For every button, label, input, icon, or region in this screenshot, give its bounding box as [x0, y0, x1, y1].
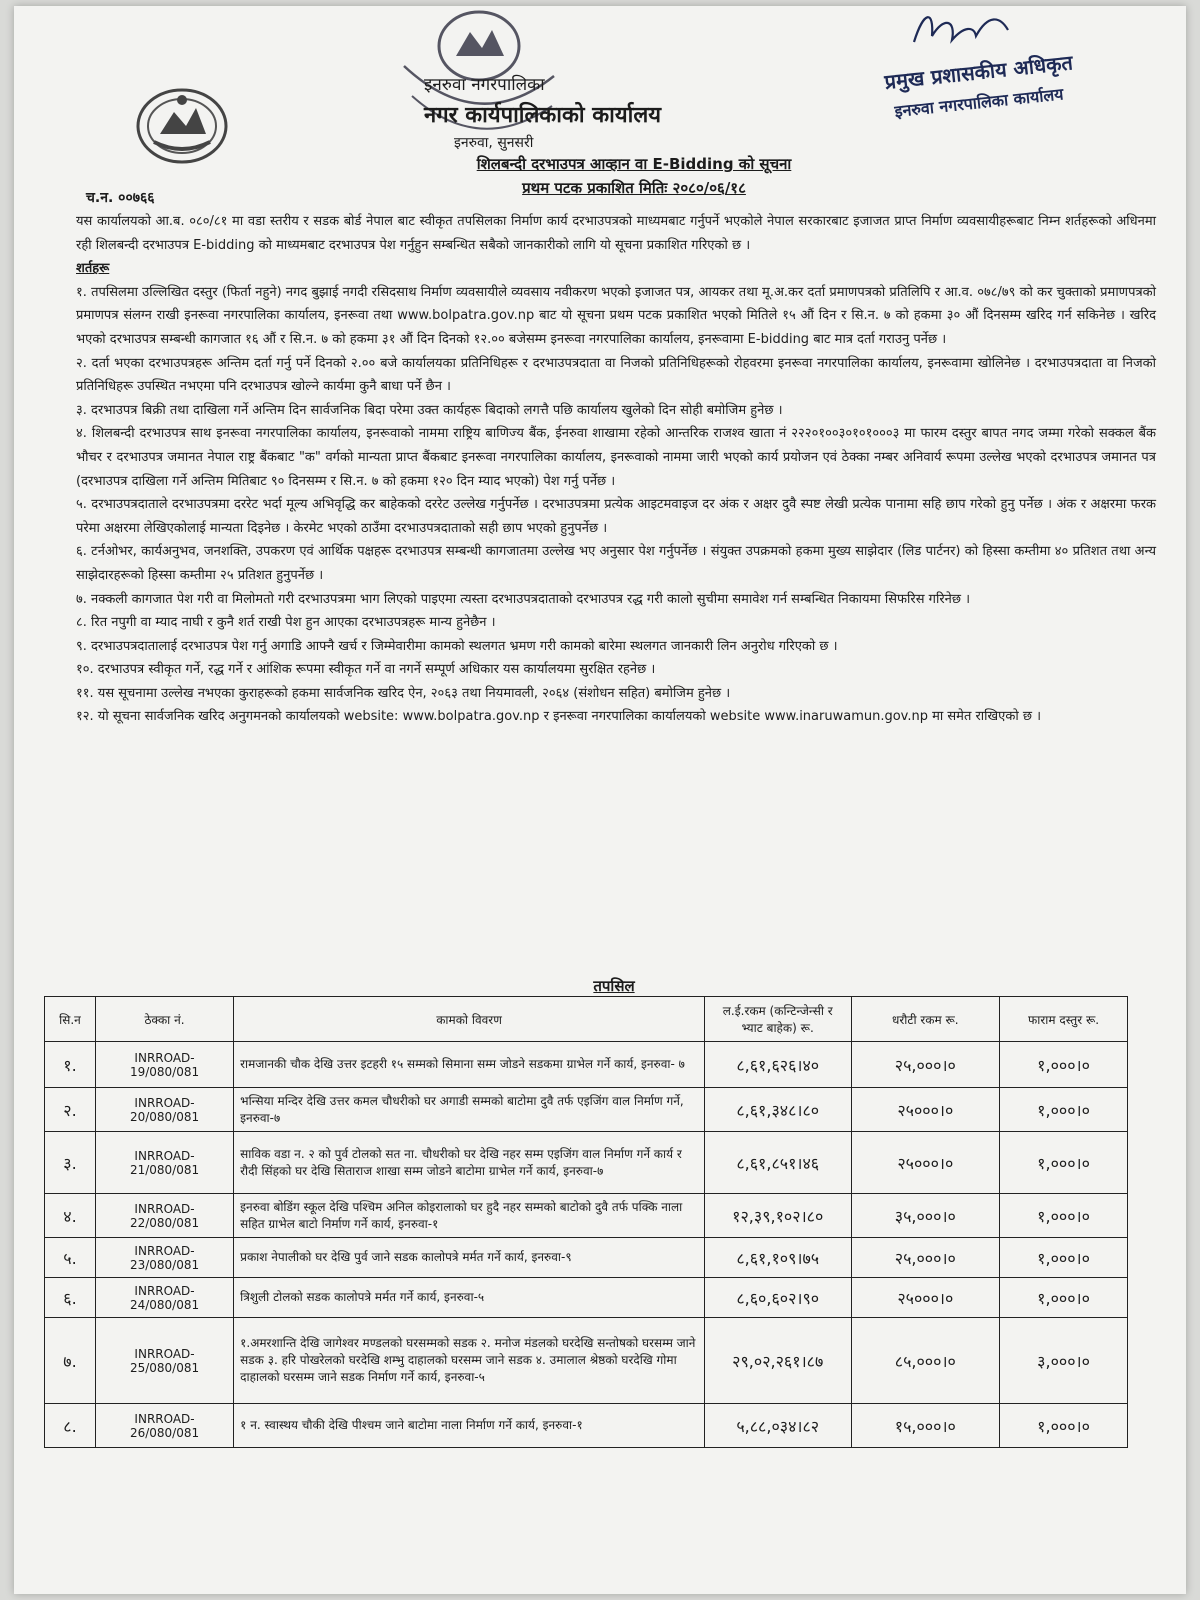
condition-5: ५. दरभाउपत्रदाताले दरभाउपत्रमा दररेट भर्दा मूल्य अभिवृद्धि कर बाहेकको दररेट उल्लेख गर्नुपर्नेछ । दरभाउपत्रमा प्रत्येक आइटमवाइज दर अंक र अक्षर दुवै स्पष्ट लेखी प्रत्येक पानामा सहि छाप गरेको हुनु पर्नेछ । अंक र अक्षरमा फरक परेमा अक्षरमा लेखिएकोलाई मान्यता दिइनेछ । केरमेट भएको ठाउँमा दरभाउपत्रदाताको सही छाप भएको हुनुपर्नेछ ।: [76, 497, 1156, 536]
cell-code: INRROAD-24/080/081: [95, 1278, 233, 1318]
cell-deposit: १५,०००।०: [851, 1404, 1000, 1448]
cell-deposit: २५०००।०: [851, 1088, 1000, 1132]
cell-fee: १,०००।०: [1000, 1042, 1128, 1088]
cell-sn: ३.: [45, 1132, 96, 1194]
cell-desc: १ न. स्वास्थय चौकी देखि पीश्चम जाने बाटोमा नाला निर्माण गर्ने कार्य, इनरुवा-१: [234, 1404, 705, 1448]
cell-estimate: ८,६१,१०९।७५: [704, 1238, 851, 1278]
cell-deposit: २५०००।०: [851, 1132, 1000, 1194]
table-title: तपसिल: [593, 977, 635, 995]
intro-paragraph: यस कार्यालयको आ.ब. ०८०/८१ मा वडा स्तरीय र सडक बोर्ड नेपाल बाट स्वीकृत तपसिलका निर्माण कार्य दरभाउपत्रको माध्यमबाट गर्नुपर्ने भएकोले नेपाल सरकारबाट इजाजत प्राप्त निर्माण व्यवसायीहरूबाट निम्न शर्तहरूको अधिनमा रही शिलबन्दी दरभाउपत्र E-bidding को माध्यमबाट दरभाउपत्र पेश गर्नुहुन सम्बन्धित सबैको जानकारीको लागि यो सूचना प्रकाशित गरिएको छ ।: [76, 214, 1156, 253]
cell-deposit: २५,०००।०: [851, 1238, 1000, 1278]
condition-6: ६. टर्नओभर, कार्यअनुभव, जनशक्ति, उपकरण एवं आर्थिक पक्षहरू दरभाउपत्र सम्बन्धी कागजातमा उल्लेख भए अनुसार पेश गर्नुपर्नेछ । संयुक्त उपक्रमको हकमा मुख्य साझेदार (लिड पार्टनर) को हिस्सा कम्तीमा ४० प्रतिशत तथा अन्य साझेदारहरूको हिस्सा कम्तीमा २५ प्रतिशत हुनुपर्नेछ ।: [76, 544, 1156, 583]
signature-stamp: [884, 6, 1114, 146]
cell-estimate: ८,६१,८५१।४६: [704, 1132, 851, 1194]
cell-code: INRROAD-23/080/081: [95, 1238, 233, 1278]
signatory-office: इनरुवा नगरपालिका कार्यालय: [893, 84, 1065, 121]
publish-date: प्रथम पटक प्रकाशित मितिः २०८०/०६/१८: [522, 179, 746, 197]
condition-4: ४. शिलबन्दी दरभाउपत्र साथ इनरूवा नगरपालिका कार्यालय, इनरूवाको नाममा राष्ट्रिय बाणिज्य बैंक, ईनरुवा शाखामा रहेको आन्तरिक राजश्व खाता नं २२२०१००३०१०१०००३ मा फारम दस्तुर बापत नगद जम्मा गरेको सक्कल बैंक भौचर र दरभाउपत्र जमानत नेपाल राष्ट्र बैंकबाट "क" वर्गको मान्यता प्राप्त बैंकबाट इनरूवा नगरपालिका कार्यालय, इनरूवाको नाममा जारी भएको कार्य प्रयोजन एवं ठेक्का नम्बर अनिवार्य रूपमा उल्लेख भएको दरभाउपत्र जमानत पत्र (दरभाउपत्र दाखिला गर्ने अन्तिम मितिबाट ९० दिनसम्म र सि.न. ७ को हकमा १२० दिन म्याद भएको) पेश गर्नु पर्नेछ ।: [76, 426, 1156, 489]
condition-12: १२. यो सूचना सार्वजनिक खरिद अनुगमनको कार्यालयको website: www.bolpatra.gov.np र इनरूवा नगरपालिका कार्यालयको website www.inaruwamun.gov.np मा समेत राखिएको छ ।: [76, 709, 1042, 725]
table-row: [45, 1404, 1128, 1448]
cell-code: INRROAD-21/080/081: [95, 1132, 233, 1194]
cell-fee: १,०००।०: [1000, 1132, 1128, 1194]
table-row: [45, 1278, 1128, 1318]
notice-body: [76, 210, 1156, 729]
col-header-fee: फाराम दस्तुर रू.: [1000, 997, 1128, 1042]
condition-2: २. दर्ता भएका दरभाउपत्रहरू अन्तिम दर्ता गर्नु पर्ने दिनको २.०० बजे कार्यालयका प्रतिनिधिहरू र दरभाउपत्रदाता वा निजको प्रतिनिधिहरूको रोहवरमा इनरूवा नगरपालिका कार्यालय, इनरूवामा खोलिनेछ । दरभाउपत्रदाता वा निजको प्रतिनिधिहरू उपस्थित नभएमा पनि दरभाउपत्र खोल्ने कार्यमा कुनै बाधा पर्ने छैन ।: [76, 355, 1156, 395]
cell-estimate: ८,६१,६२६।४०: [704, 1042, 851, 1088]
table-header-row: [45, 997, 1128, 1042]
office-name: इनरुवा नगरपालिका: [424, 75, 545, 95]
condition-11: ११. यस सूचनामा उल्लेख नभएका कुराहरूको हकमा सार्वजनिक खरिद ऐन, २०६३ तथा नियमावली, २०६४ (संशोधन सहित) बमोजिम हुनेछ ।: [76, 685, 731, 701]
cell-sn: १.: [45, 1042, 96, 1088]
condition-10: १०. दरभाउपत्र स्वीकृत गर्ने, रद्ध गर्ने र आंशिक रूपमा स्वीकृत गर्ने वा नगर्ने सम्पूर्ण अधिकार यस कार्यालयमा सुरक्षित रहनेछ ।: [76, 662, 656, 678]
cell-fee: १,०००।०: [1000, 1404, 1128, 1448]
cell-fee: १,०००।०: [1000, 1278, 1128, 1318]
table-row: [45, 1318, 1128, 1404]
office-subtitle: नगर कार्यपालिकाको कार्यालय: [424, 103, 661, 128]
condition-3: ३. दरभाउपत्र बिक्री तथा दाखिला गर्ने अन्तिम दिन सार्वजनिक बिदा परेमा उक्त कार्यहरू बिदाको लगत्तै पछि कार्यालय खुलेको दिन सोही बमोजिम हुनेछ ।: [76, 402, 783, 418]
cell-desc: भन्सिया मन्दिर देखि उत्तर कमल चौधरीको घर अगाडी सम्मको बाटोमा दुवै तर्फ एइजिंग वाल निर्माण गर्ने, इनरुवा-७: [234, 1088, 705, 1132]
cell-code: INRROAD-26/080/081: [95, 1404, 233, 1448]
conditions-heading: शर्तहरू: [76, 261, 110, 277]
signature-icon: [904, 6, 1024, 56]
cell-fee: १,०००।०: [1000, 1238, 1128, 1278]
col-header-sn: सि.न: [45, 997, 96, 1042]
col-header-estimate: ल.ई.रकम (कन्टिन्जेन्सी र भ्याट बाहेक) रू.: [704, 997, 851, 1042]
office-header: [314, 72, 834, 152]
table-row: [45, 1088, 1128, 1132]
cell-desc: साविक वडा न. २ को पुर्व टोलको सत ना. चौधरीको घर देखि नहर सम्म एइजिंग वाल निर्माण गर्ने कार्य र रौदी सिंहको घर देखि सिताराज शाखा सम्म जोडने बाटोमा ग्राभेल गर्ने कार्य, इनरुवा-७: [234, 1132, 705, 1194]
notice-title: शिलबन्दी दरभाउपत्र आव्हान वा E-Bidding को सूचना: [476, 155, 792, 173]
cell-desc: त्रिशुली टोलको सडक कालोपत्रे मर्मत गर्ने कार्य, इनरुवा-५: [234, 1278, 705, 1318]
cell-sn: ५.: [45, 1238, 96, 1278]
cell-code: INRROAD-22/080/081: [95, 1194, 233, 1238]
cell-code: INRROAD-25/080/081: [95, 1318, 233, 1404]
cell-code: INRROAD-19/080/081: [95, 1042, 233, 1088]
cell-estimate: १२,३९,१०२।८०: [704, 1194, 851, 1238]
cell-deposit: २५,०००।०: [851, 1042, 1000, 1088]
cell-code: INRROAD-20/080/081: [95, 1088, 233, 1132]
cell-fee: १,०००।०: [1000, 1088, 1128, 1132]
col-header-code: ठेक्का नं.: [95, 997, 233, 1042]
table-row: [45, 1132, 1128, 1194]
office-location: इनरुवा, सुनसरी: [454, 135, 534, 151]
table-row: [45, 1194, 1128, 1238]
cell-desc: १.अमरशान्ति देखि जागेश्वर मण्डलको घरसम्मको सडक २. मनोज मंडलको घरदेखि सन्तोषको घरसम्म जाने सडक ३. हरि पोखरेलको घरदेखि शम्भु दाहालको घरसम्म जाने सडक ४. उमालाल श्रेष्ठको घरदेखि गोमा दाहालको घरसम्म जाने सडक निर्माण गर्ने कार्य, इनरुवा-५: [234, 1318, 705, 1404]
notice-page: [14, 6, 1186, 1594]
table-row: [45, 1238, 1128, 1278]
cell-deposit: ८५,०००।०: [851, 1318, 1000, 1404]
cell-deposit: २५०००।०: [851, 1278, 1000, 1318]
cell-sn: ४.: [45, 1194, 96, 1238]
table-row: [45, 1042, 1128, 1088]
col-header-desc: कामको विवरण: [234, 997, 705, 1042]
tender-table: [44, 996, 1128, 1448]
cell-desc: रामजानकी चौक देखि उत्तर इटहरी १५ सम्मको सिमाना सम्म जोडने सडकमा ग्राभेल गर्ने कार्य, इनरुवा- ७: [234, 1042, 705, 1088]
nepal-emblem-icon: [134, 86, 230, 166]
condition-9: ९. दरभाउपत्रदातालाई दरभाउपत्र पेश गर्नु अगाडि आफ्नै खर्च र जिम्मेवारीमा कामको स्थलगत भ्रमण गरी कामको बारेमा स्थलगत जानकारी लिन अनुरोध गरिएको छ ।: [76, 638, 838, 654]
condition-7: ७. नक्कली कागजात पेश गरी वा मिलोमतो गरी दरभाउपत्रमा भाग लिएको पाइएमा त्यस्ता दरभाउपत्रदाताको दरभाउपत्र रद्ध गरी कालो सुचीमा समावेश गर्न सम्बन्धित निकायमा सिफरिस गरिनेछ ।: [76, 591, 971, 607]
condition-8: ८. रित नपुगी वा म्याद नाघी र कुनै शर्त राखी पेश हुन आएका दरभाउपत्रहरू मान्य हुनेछैन ।: [76, 615, 496, 631]
col-header-deposit: धरौटी रकम रू.: [851, 997, 1000, 1042]
cell-sn: ६.: [45, 1278, 96, 1318]
cell-estimate: ५,८८,०३४।८२: [704, 1404, 851, 1448]
cell-desc: इनरुवा बोडिंग स्कूल देखि पश्चिम अनिल कोइरालाको घर हुदै नहर सम्मको बाटोको दुवै तर्फ पक्कि नाला सहित ग्राभेल बाटो निर्माण गर्ने कार्य, इनरुवा-१: [234, 1194, 705, 1238]
signatory-title: प्रमुख प्रशासकीय अधिकृत: [883, 50, 1074, 94]
reference-number: च.न. ००७६६: [86, 190, 155, 206]
cell-estimate: ८,६१,३४८।८०: [704, 1088, 851, 1132]
cell-sn: ७.: [45, 1318, 96, 1404]
cell-desc: प्रकाश नेपालीको घर देखि पुर्व जाने सडक कालोपत्रे मर्मत गर्ने कार्य, इनरुवा-९: [234, 1238, 705, 1278]
cell-sn: ८.: [45, 1404, 96, 1448]
cell-fee: १,०००।०: [1000, 1194, 1128, 1238]
cell-estimate: ८,६०,६०२।९०: [704, 1278, 851, 1318]
cell-sn: २.: [45, 1088, 96, 1132]
cell-fee: ३,०००।०: [1000, 1318, 1128, 1404]
cell-estimate: २९,०२,२६१।८७: [704, 1318, 851, 1404]
condition-1: १. तपसिलमा उल्लिखित दस्तुर (फिर्ता नहुने) नगद बुझाई नगदी रसिदसाथ निर्माण व्यवसायीले व्यवसाय नवीकरण भएको इजाजत पत्र, आयकर तथा मू.अ.कर दर्ता प्रमाणपत्रको प्रतिलिपि र आ.व. ०७८/७९ को कर चुक्ताको प्रमाणपत्रको प्रमाणपत्र संलग्न राखी इनरूवा नगरपालिका कार्यालय, इनरूवा तथा www.bolpatra.gov.np बाट यो सूचना प्रथम पटक प्रकाशित भएको मितिले १५ औं दिन र सि.न. ७ को हकमा ३० औं दिनसम्म खरिद गर्न सकिनेछ । खरिद भएको दरभाउपत्र सम्बन्धी कागजात १६ औं र सि.न. ७ को हकमा ३१ औं दिन दिनको १२.०० बजेसम्म इनरूवा नगरपालिका कार्यालय, इनरूवामा E-bidding बाट मात्र दर्ता गराउनु पर्नेछ ।: [76, 284, 1156, 347]
cell-deposit: ३५,०००।०: [851, 1194, 1000, 1238]
